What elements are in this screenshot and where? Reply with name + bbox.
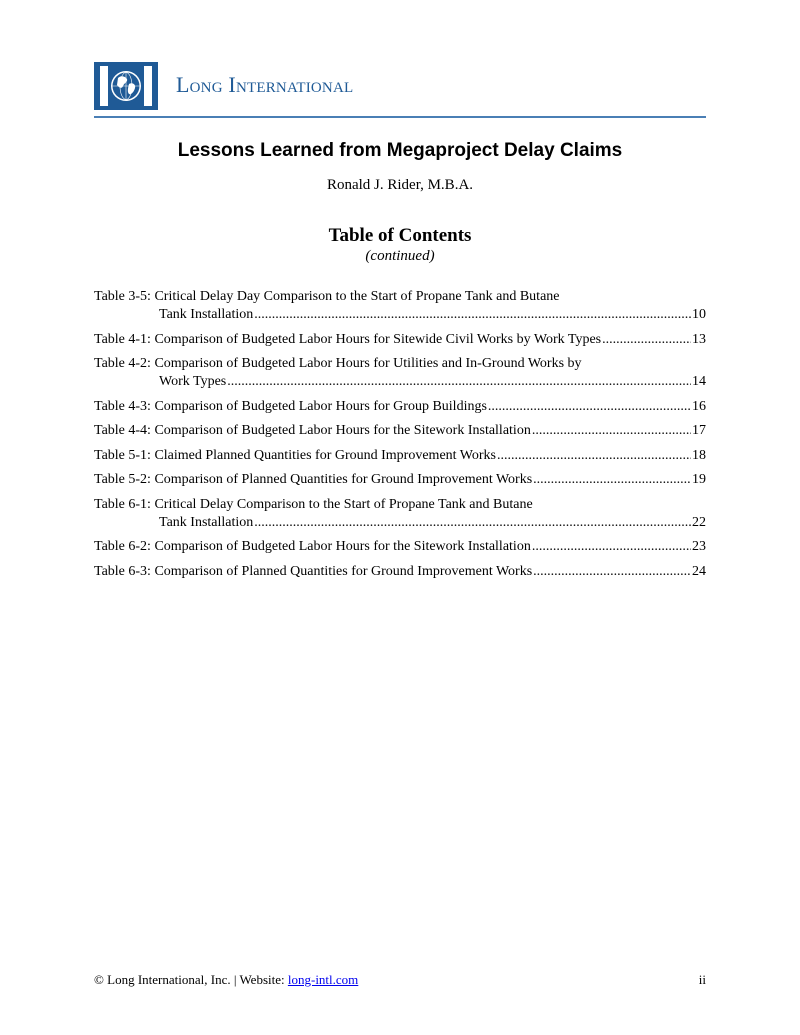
toc-page-number: 23 (692, 539, 706, 554)
toc-entry-label: Table 5-1: Claimed Planned Quantities for Ground Improvement Works (94, 447, 496, 463)
toc-entry-line (94, 538, 706, 556)
toc-entry-label: Table 6-3: Comparison of Planned Quantities for Ground Improvement Works (94, 563, 533, 579)
toc-entry-first-line (94, 355, 706, 373)
document-author: Ronald J. Rider, M.B.A. (326, 177, 474, 193)
toc-page-number: 16 (692, 398, 706, 414)
dot-leader (602, 331, 691, 349)
toc-entry-line (94, 447, 706, 465)
toc-entry-label: Table 3-5: Critical Delay Day Comparison to the Start of Propane Tank and Butane (94, 289, 560, 304)
toc-entry-label: Table 6-2: Comparison of Budgeted Labor Hours for the Sitework Installation (94, 539, 531, 554)
footer-copyright-text: © Long International, Inc. | Website: (94, 972, 288, 987)
dot-leader (254, 514, 691, 532)
dot-leader (532, 422, 691, 440)
toc-page-number: 22 (692, 514, 706, 530)
toc-page-number: 24 (692, 563, 706, 579)
website-link[interactable]: long-intl.com (287, 972, 359, 987)
toc-title: Table of Contents (328, 225, 472, 246)
dot-leader (533, 471, 691, 489)
brand-name: Long International (176, 72, 354, 97)
long-international-logo-icon (94, 62, 158, 110)
toc-entry-label: Tank Installation (159, 514, 254, 530)
toc-entry[interactable] (94, 496, 706, 532)
toc-entry-label: Table 4-1: Comparison of Budgeted Labor Hours for Sitewide Civil Works by Work Types (94, 331, 602, 347)
toc-entry-line (94, 373, 706, 391)
toc-entry-label: Table 4-4: Comparison of Budgeted Labor Hours for the Sitework Installation (94, 423, 531, 438)
toc-entry[interactable] (94, 447, 706, 465)
toc-entry-label: Tank Installation (159, 307, 254, 322)
dot-leader (254, 306, 691, 324)
toc-entry-line (94, 514, 706, 532)
page-header (94, 60, 706, 118)
toc-entry-line (94, 563, 706, 581)
dot-leader (488, 398, 691, 416)
toc-entry-line (94, 471, 706, 489)
toc-entry-line (94, 331, 706, 349)
toc-entry-line (94, 398, 706, 416)
document-title: Lessons Learned from Megaproject Delay Claims (177, 140, 623, 161)
toc-entry[interactable] (94, 538, 706, 556)
toc-entry[interactable] (94, 355, 706, 391)
toc-entry[interactable] (94, 563, 706, 581)
dot-leader (533, 563, 691, 581)
table-of-contents (94, 288, 706, 587)
toc-page-number: 10 (692, 307, 706, 322)
toc-page-number: 19 (692, 472, 706, 487)
footer-copyright (94, 972, 358, 988)
toc-entry[interactable] (94, 331, 706, 349)
toc-entry-label: Table 6-1: Critical Delay Comparison to the Start of Propane Tank and Butane (94, 496, 533, 512)
toc-page-number: 18 (692, 447, 706, 463)
header-divider (94, 116, 706, 118)
dot-leader (497, 447, 691, 465)
toc-entry[interactable] (94, 288, 706, 324)
toc-entry-first-line (94, 496, 706, 514)
toc-entry-label: Table 4-2: Comparison of Budgeted Labor Hours for Utilities and In-Ground Works by (94, 356, 582, 371)
toc-page-number: 14 (692, 374, 706, 389)
toc-entry-line (94, 306, 706, 324)
toc-entry-label: Table 5-2: Comparison of Planned Quantities for Ground Improvement Works (94, 472, 533, 487)
toc-entry-label: Work Types (159, 374, 227, 389)
toc-page-number: 13 (692, 331, 706, 347)
toc-entry[interactable] (94, 398, 706, 416)
footer-page-number: ii (698, 972, 706, 987)
toc-entry-line (94, 422, 706, 440)
dot-leader (227, 373, 691, 391)
dot-leader (532, 538, 691, 556)
toc-subtitle: (continued) (365, 248, 435, 264)
toc-entry[interactable] (94, 471, 706, 489)
toc-entry-label: Table 4-3: Comparison of Budgeted Labor Hours for Group Buildings (94, 398, 487, 414)
toc-entry-first-line (94, 288, 706, 306)
toc-page-number: 17 (692, 423, 706, 438)
toc-entry[interactable] (94, 422, 706, 440)
